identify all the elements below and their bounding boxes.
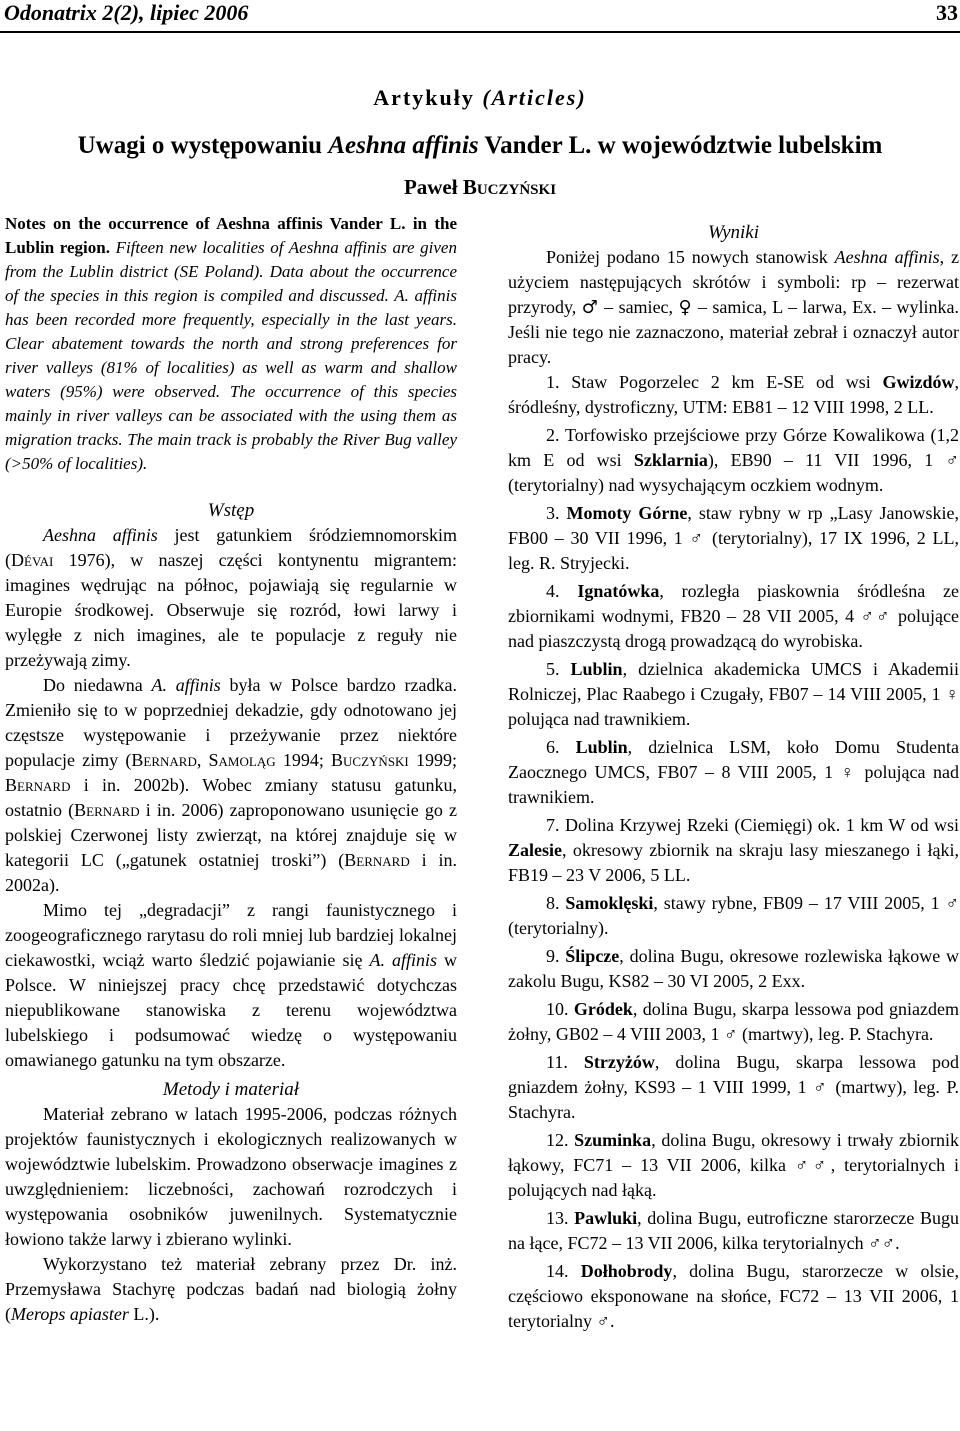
text-run: L.). [128, 1304, 160, 1324]
locality-name: Ignatówka [577, 581, 660, 601]
text-run: Poniżej podano 15 nowych stanowisk [546, 247, 835, 267]
article-title [0, 132, 960, 160]
species-name: Merops apiaster [11, 1304, 129, 1324]
text-run: i in. 2002b). Wobec zmiany statusu gatunku, ostatnio ( [5, 775, 457, 820]
species-name: Aeshna affinis [834, 247, 940, 267]
locality-text: , okresowy zbiornik na skraju lasy mieszanego i łąki, FB19 – 23 V 2006, 5 LL. [508, 840, 959, 885]
header-rule [0, 31, 960, 33]
locality-item [508, 1206, 959, 1256]
locality-number: 8. [546, 893, 566, 913]
locality-number: 5. [546, 659, 571, 679]
locality-item [508, 423, 959, 498]
locality-number: 3. [546, 503, 567, 523]
author-last: Buczyński [462, 175, 557, 199]
locality-item [508, 944, 959, 994]
locality-text: , staw rybny w rp „Lasy Janowskie, FB00 – 30 VII 1996, 1 ♂ (terytorialny), 17 IX 1996, 2 LL, leg. R. Stryjecki. [508, 503, 960, 573]
locality-number: 11. [546, 1052, 584, 1072]
journal-citation: Odonatrix 2(2), lipiec 2006 [4, 0, 249, 25]
locality-item [508, 891, 959, 941]
species-name: A. affinis [369, 950, 437, 970]
locality-text: , dolina Bugu, skarpa lessowa pod gniazdem żołny, GB02 – 4 VIII 2003, 1 ♂ (martwy), leg. P. Stachyra. [508, 999, 960, 1044]
locality-item [508, 370, 959, 420]
locality-text: , dolina Bugu, skarpa lessowa pod gniazdem żołny, KS93 – 1 VIII 1999, 1 ♂ (martwy), leg. P. Stachyra. [508, 1052, 959, 1122]
locality-number: 7. [546, 815, 565, 835]
locality-name: Gródek [573, 999, 633, 1019]
locality-number: 10. [546, 999, 574, 1019]
citation-author: Dévai [11, 550, 54, 570]
citation-author: Bernard [5, 775, 71, 795]
locality-name: Lublin [575, 737, 628, 757]
text-run: jest gatunkiem śródziemnomorskim ( [5, 525, 457, 570]
text-run: była w Polsce bardzo rzadka. Zmieniło się to w poprzedniej dekadzie, gdy odnotowano jej częstsze występowanie i przeżywanie przez niektóre populacje zimy ( [5, 675, 457, 770]
citation-author: Bernard, Samoląg [131, 750, 276, 770]
female-symbol: ♀ [678, 297, 693, 318]
locality-item [508, 1259, 959, 1334]
text-run: 1976), w naszej części kontynentu migrantem: imagines wędrując na północ, pojawiają się regularnie w Europie środkowej. Obserwuje się rozród, łowi larwy i wylęgłe z nich imagines, ale te populacje z reguły nie przeżywają zimy. [5, 550, 457, 670]
locality-text: , dzielnica LSM, koło Domu Studenta Zaocznego UMCS, FB07 – 8 VIII 2005, 1 ♀ polująca nad trawnikiem. [508, 737, 960, 807]
title-post: Vander L. w województwie lubelskim [478, 132, 883, 159]
results-heading: Wyniki [707, 222, 759, 243]
title-species: Aeshna affinis [328, 132, 479, 159]
left-column [5, 212, 457, 1327]
text-run: , z użyciem następujących skrótów i symboli: rp – rezerwat przyrody, [508, 247, 960, 317]
results-intro [508, 245, 959, 370]
locality-text: , dolina Bugu, starorzecze w olsie, częściowo eksponowane na słońce, FC72 – 13 VII 2006, 1 terytorialny ♂. [508, 1261, 960, 1331]
species-name: Aeshna affinis [43, 525, 158, 545]
locality-text: Torfowisko przejściowe przy Górze Kowalikowa (1,2 km E od wsi [508, 425, 959, 470]
locality-item [508, 657, 959, 732]
text-run: 1999; [408, 750, 457, 770]
locality-text: , rozległa piaskownia śródleśna ze zbiornikami wodnymi, FB20 – 28 VII 2005, 4 ♂♂ polujące nad piaszczystą drogą prowadzącą do wyrobiska. [508, 581, 959, 651]
locality-name: Gwizdów [882, 372, 955, 392]
locality-name: Momoty Górne [566, 503, 688, 523]
text-run: Mimo tej „degradacji” z rangi faunistycznego i zoogeograficznego rarytasu do roli mniej lub bardziej lokalnej ciekawostki, wciąż warto śledzić pojawianie się [5, 900, 457, 970]
locality-item [508, 501, 959, 576]
locality-name: Lublin [570, 659, 623, 679]
locality-number: 9. [546, 946, 566, 966]
locality-name: Strzyżów [583, 1052, 655, 1072]
locality-number: 14. [546, 1261, 581, 1281]
intro-paragraph-3 [5, 898, 457, 1073]
locality-number: 2. [546, 425, 565, 445]
section-label [0, 85, 960, 111]
locality-item [508, 735, 959, 810]
locality-text: , śródleśny, dystroficzny, UTM: EB81 – 12 VIII 1998, 2 LL. [508, 372, 960, 417]
male-symbol: ♂ [581, 297, 599, 318]
intro-paragraph-1 [5, 523, 457, 673]
text-run: Wykorzystano też materiał zebrany przez Dr. inż. Przemysława Stachyrę podczas badań nad biologią żołny ( [5, 1254, 457, 1324]
locality-text: Dolina Krzywej Rzeki (Ciemięgi) ok. 1 km W od wsi [564, 815, 959, 835]
species-name: A. affinis [151, 675, 221, 695]
abstract-heading: Notes on the occurrence of Aeshna affinis Vander L. in the Lublin region. [5, 214, 457, 257]
localities-list [508, 370, 959, 1334]
locality-item [508, 1128, 959, 1203]
locality-text: , stawy rybne, FB09 – 17 VIII 2005, 1 ♂ (terytorialny). [508, 893, 960, 938]
citation-author: Bernard [344, 850, 410, 870]
locality-text: , dolina Bugu, okresowe rozlewiska łąkowe w zakolu Bugu, KS82 – 30 VI 2005, 2 Exx. [508, 946, 959, 991]
locality-text: , dolina Bugu, eutroficzne starorzecze Bugu na łące, FC72 – 13 VII 2006, kilka terytorialnych ♂♂. [508, 1208, 960, 1253]
locality-item [508, 1050, 959, 1125]
text-run: – samiec, [598, 297, 679, 317]
locality-name: Dołhobrody [580, 1261, 673, 1281]
text-run: – samica, L – larwa, Ex. – wylinka. Jeśli nie tego nie zaznaczono, materiał zebrał i oznaczył autor pracy. [508, 297, 960, 367]
page-number: 33 [936, 0, 958, 25]
locality-text: Staw Pogorzelec 2 km E-SE od wsi [571, 372, 883, 392]
locality-name: Szuminka [574, 1130, 652, 1150]
locality-name: Samoklęski [565, 893, 654, 913]
abstract-body: Fifteen new localities of Aeshna affinis are given from the Lublin district (SE Poland). Data about the occurrence of the species in this region is compiled and discussed. A. affinis has been recorded more frequently, especially in the last years. Clear abatement towards the north and strong preferences for river valleys (81% of localities) as well as warm and shallow waters (95%) were observed. The occurrence of this species mainly in river valleys can be associated with the using them as migration tracks. The main track is probably the River Bug valley (>50% of localities). [5, 238, 457, 473]
locality-item [508, 579, 959, 654]
section-label-main: Artykuły [373, 85, 475, 110]
methods-paragraph-1: Materiał zebrano w latach 1995-2006, podczas różnych projektów faunistycznych i ekologicznych realizowanych w województwie lubelskim. Prowadzono obserwacje imagines z uwzględnieniem: liczebności, zachowań rozrodczych i występowania osobników juwenilnych. Systematycznie łowiono także larwy i zbierano wylinki. [5, 1104, 457, 1249]
locality-number: 12. [546, 1130, 575, 1150]
author-first: Paweł [403, 175, 463, 199]
locality-name: Zalesie [508, 840, 562, 860]
locality-number: 1. [546, 372, 572, 392]
citation-author: Buczyński [331, 750, 409, 770]
text-run: i in. 2002a). [5, 850, 457, 895]
locality-text: , dolina Bugu, okresowy i trwały zbiornik łąkowy, FC71 – 13 VII 2006, kilka ♂♂, terytorialnych i polujących nad łąką. [508, 1130, 959, 1200]
locality-name: Ślipcze [565, 946, 620, 966]
locality-item [508, 997, 959, 1047]
locality-text: , dzielnica akademicka UMCS i Akademii Rolniczej, Plac Raabego i Czugały, FB07 – 14 VIII 2005, 1 ♀ polująca nad trawnikiem. [508, 659, 960, 729]
article-author [0, 175, 960, 200]
locality-number: 6. [546, 737, 576, 757]
abstract [5, 212, 457, 476]
text-run: 1994; [275, 750, 332, 770]
methods-heading: Metody i materiał [162, 1079, 300, 1100]
section-label-sub: (Articles) [482, 85, 587, 110]
locality-number: 4. [546, 581, 578, 601]
intro-paragraph-2 [5, 673, 457, 898]
running-header [0, 0, 960, 34]
locality-name: Szklarnia [633, 450, 708, 470]
title-pre: Uwagi o występowaniu [77, 132, 329, 159]
text-run: i in. 2006) zaproponowano usunięcie go z polskiej Czerwonej listy zwierząt, na której znajduje się w kategorii LC („gatunek ostatniej troski”) ( [5, 800, 457, 870]
methods-paragraph-2 [5, 1252, 457, 1327]
locality-item [508, 813, 959, 888]
locality-name: Pawluki [574, 1208, 638, 1228]
text-run: w Polsce. W niniejszej pracy chcę przedstawić dotychczas niepublikowane stanowiska z terenu województwa lubelskiego i podsumować wiedzę o występowaniu omawianego gatunku na tym obszarze. [5, 950, 457, 1070]
locality-number: 13. [546, 1208, 575, 1228]
locality-text: ), EB90 – 11 VII 1996, 1 ♂ (terytorialny) nad wysychającym oczkiem wodnym. [508, 450, 959, 495]
intro-heading: Wstęp [207, 500, 255, 521]
citation-author: Bernard [74, 800, 140, 820]
right-column [508, 220, 959, 1334]
text-run: Do niedawna [43, 675, 152, 695]
